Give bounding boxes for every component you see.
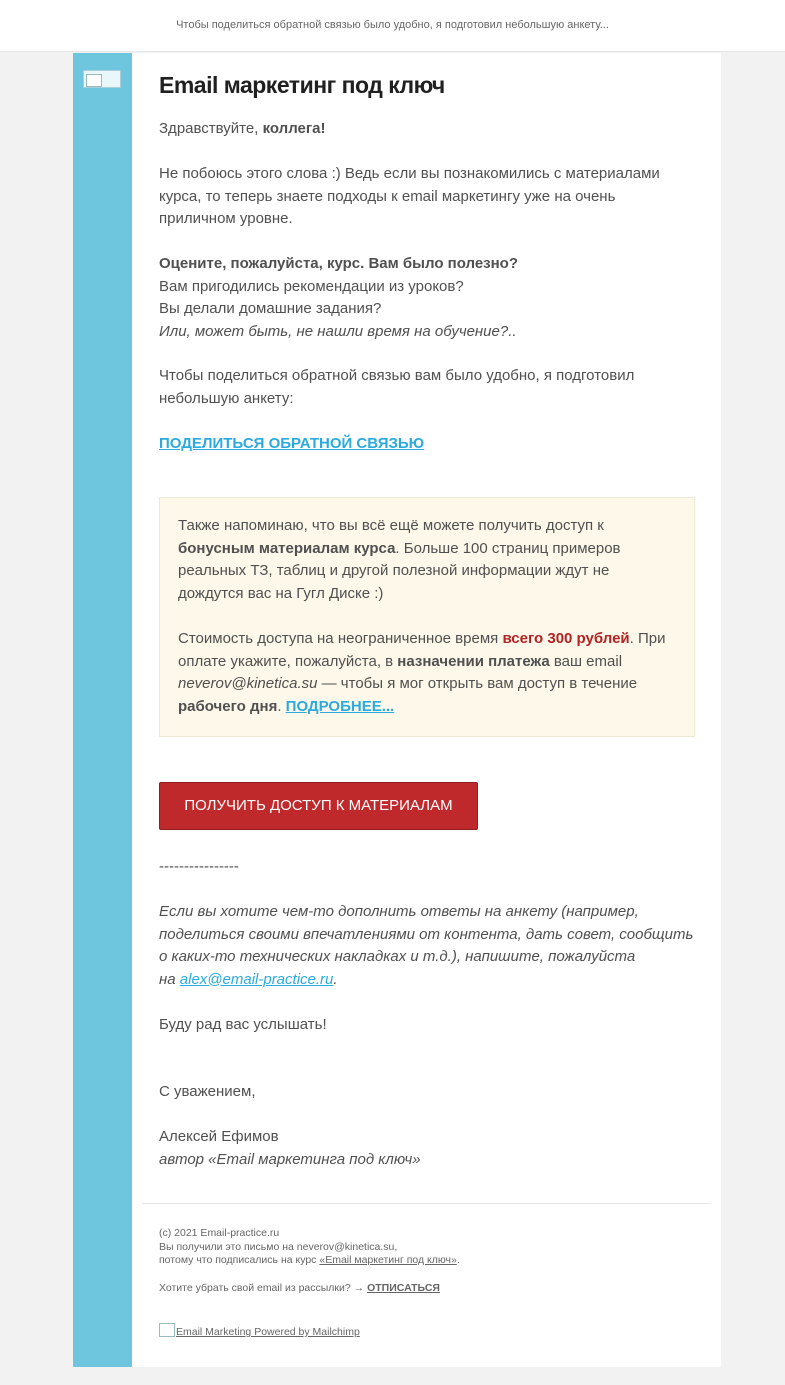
price-text: ваш email (549, 652, 623, 670)
greeting (159, 118, 325, 141)
mailchimp-badge-text: Email Marketing Powered by Mailchimp (176, 1326, 360, 1338)
email-title: Email маркетинг под ключ (159, 72, 445, 98)
email-body (132, 53, 721, 1367)
questions-paragraph (159, 253, 699, 343)
author-role: автор «Email маркетинга под ключ» (159, 1150, 421, 1168)
regards-line: С уважением, (159, 1083, 256, 1100)
unsubscribe-link[interactable]: ОТПИСАТЬСЯ (367, 1282, 440, 1294)
intro-line: курса, то теперь знаете подходы к email маркетингу уже на очень (159, 187, 616, 205)
footer-divider (142, 1203, 711, 1204)
feedback-link[interactable]: ПОДЕЛИТЬСЯ ОБРАТНОЙ СВЯЗЬЮ (159, 435, 425, 452)
price-value: всего 300 рублей (502, 630, 630, 647)
price-text: . (277, 697, 286, 715)
get-access-button[interactable]: ПОЛУЧИТЬ ДОСТУП К МАТЕРИАЛАМ (159, 782, 478, 830)
question-bold: Оцените, пожалуйста, курс. Вам было полезно? (159, 255, 519, 272)
bonus-materials-bold: бонусным материалам курса (178, 539, 396, 557)
contact-line: поделиться своими впечатлениями от контента, дать совет, сообщить (159, 925, 694, 943)
price-text: Стоимость доступа на неограниченное время (178, 630, 503, 647)
price-text: . При (629, 630, 666, 647)
separator-line: ---------------- (159, 858, 239, 875)
contact-email-link[interactable]: alex@email-practice.ru (179, 970, 334, 988)
question-line: Вам пригодились рекомендации из уроков? (159, 277, 464, 295)
footer-text: потому что подписались на курс (159, 1254, 320, 1266)
contact-line: на (159, 970, 180, 988)
greeting-prefix: Здравствуйте, (159, 120, 263, 137)
unsubscribe-row (159, 1282, 440, 1296)
contact-line: о каких-то технических накладках и т.д.), напишите, пожалуйста (159, 948, 636, 965)
payment-purpose-bold: назначении платежа (397, 652, 550, 670)
bonus-line: реальных ТЗ, таблиц и другой полезной информации ждут не (178, 562, 610, 579)
working-day-bold: рабочего дня (178, 697, 278, 715)
contact-paragraph (159, 901, 699, 991)
price-text: оплате укажите, пожалуйста, в (178, 652, 398, 670)
more-link[interactable]: ПОДРОБНЕЕ... (285, 697, 395, 715)
footer-copyright: (c) 2021 Email-practice.ru (159, 1227, 280, 1239)
author-name: Алексей Ефимов (159, 1128, 279, 1145)
intro-line: Не побоюсь этого слова :) Ведь если вы познакомились с материалами (159, 165, 660, 182)
course-link[interactable]: «Email маркетинг под ключ» (319, 1254, 457, 1266)
bonus-line: Также напоминаю, что вы всё ещё можете получить доступ к (178, 517, 604, 534)
signature (159, 1126, 421, 1171)
closing-line: Буду рад вас услышать! (159, 1016, 327, 1033)
question-italic: Или, может быть, не нашли время на обучение?.. (159, 322, 517, 340)
sidebar-accent (73, 53, 132, 1367)
survey-line: Чтобы поделиться обратной связью вам было удобно, я подготовил (159, 367, 635, 384)
intro-line: приличном уровне. (159, 210, 293, 227)
contact-line: . (333, 970, 338, 988)
greeting-name: коллега! (262, 120, 326, 137)
bonus-paragraph (178, 515, 678, 605)
mailchimp-badge-icon (159, 1323, 175, 1337)
footer-info (159, 1227, 460, 1268)
mailchimp-badge[interactable] (159, 1323, 360, 1338)
survey-paragraph (159, 365, 699, 410)
footer-received: Вы получили это письмо на neverov@kinetica.su, (159, 1240, 398, 1253)
bonus-line: . Больше 100 страниц примеров (395, 539, 621, 557)
preheader-text: Чтобы поделиться обратной связью было удобно, я подготовил небольшую анкету... (0, 0, 785, 52)
unsubscribe-text: Хотите убрать свой email из рассылки? → (159, 1282, 368, 1294)
payment-email: neverov@kinetica.su (178, 675, 318, 692)
feedback-link-row (159, 433, 424, 456)
contact-line: Если вы хотите чем-то дополнить ответы на анкету (например, (159, 903, 639, 920)
price-paragraph (178, 628, 678, 718)
bonus-info-box (159, 497, 695, 737)
survey-line: небольшую анкету: (159, 389, 294, 407)
footer-text: . (456, 1254, 460, 1266)
question-line: Вы делали домашние задания? (159, 300, 382, 317)
intro-paragraph (159, 163, 699, 231)
bonus-line: дождутся вас на Гугл Диске :) (178, 584, 384, 602)
price-text: — чтобы я мог открыть вам доступ в течение (317, 675, 638, 692)
broken-image-icon (83, 70, 121, 88)
